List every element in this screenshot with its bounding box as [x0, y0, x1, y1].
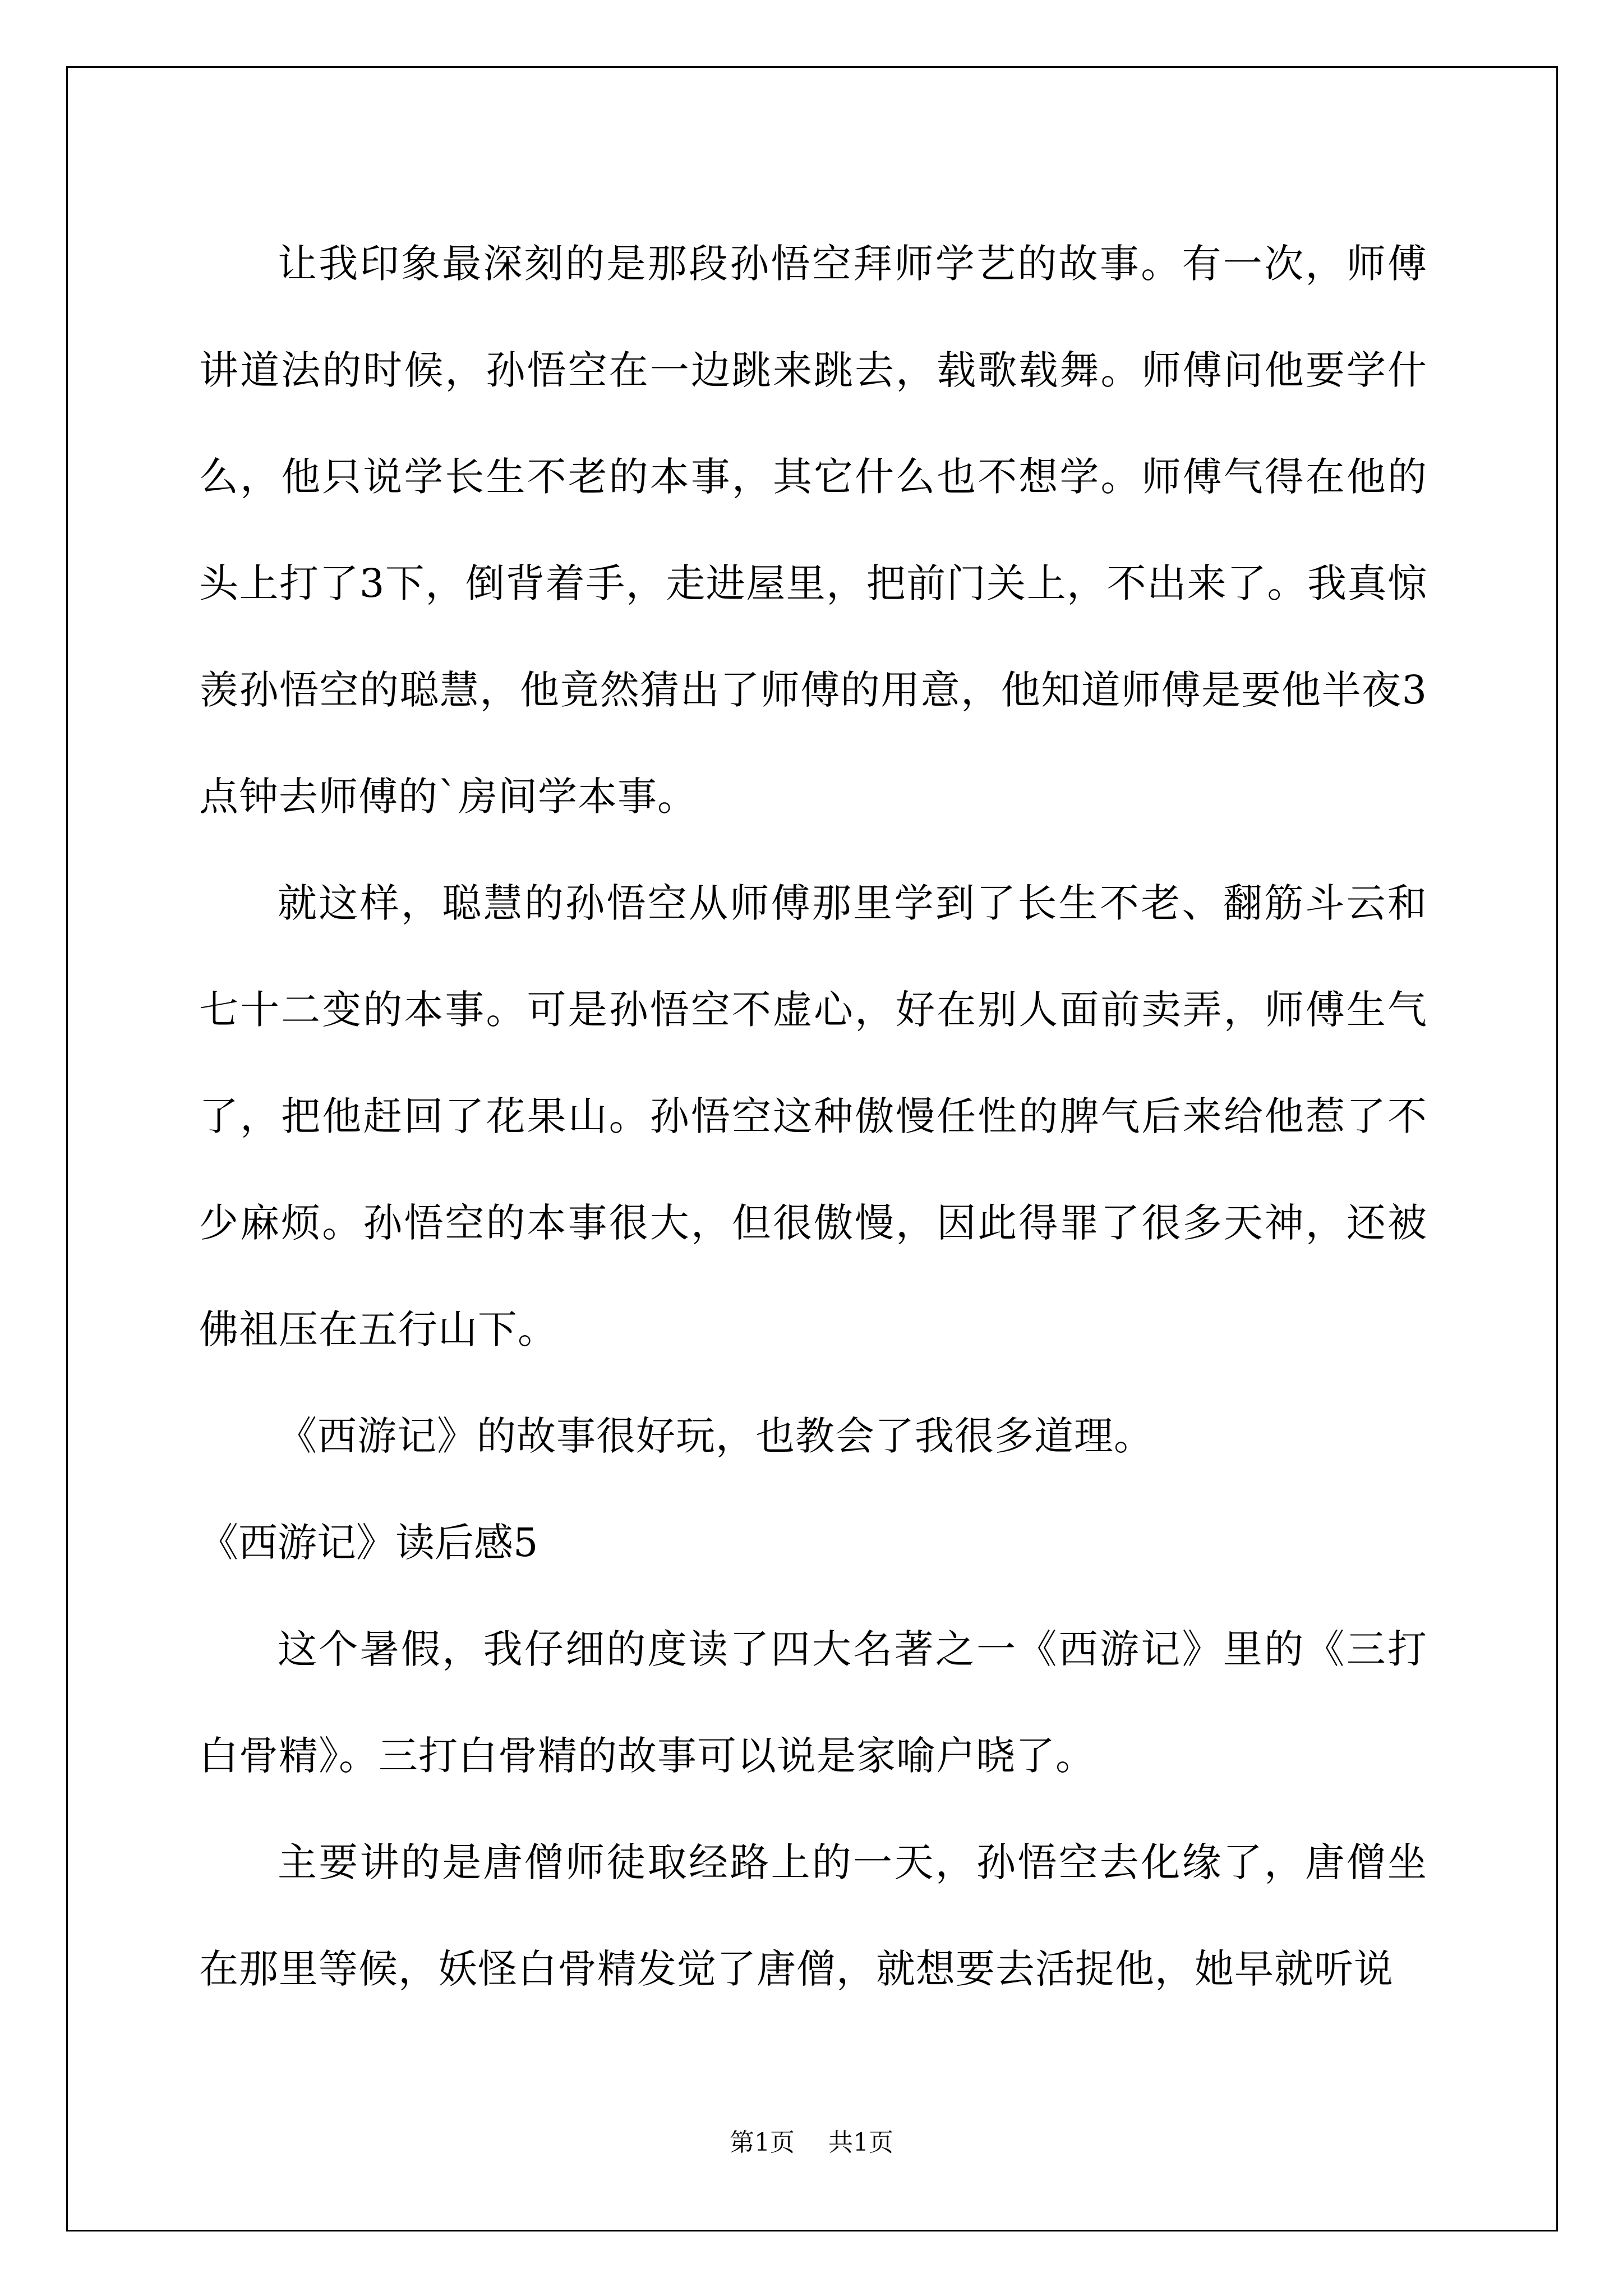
- paragraph-3: 《西游记》的故事很好玩，也教会了我很多道理。: [278, 1413, 1154, 1459]
- page-footer: [0, 2126, 1623, 2160]
- document-body: [199, 210, 1427, 2022]
- page-number: 第1页: [730, 2128, 795, 2157]
- paragraph-4: 这个暑假，我仔细的度读了四大名著之一《西游记》里的《三打白骨精》。三打白骨精的故事可以说是家喻户晓了。: [199, 1626, 1427, 1779]
- paragraph-2: 就这样，聪慧的孙悟空从师傅那里学到了长生不老、翻筋斗云和七十二变的本事。可是孙悟空不虚心，好在别人面前卖弄，师傅生气了，把他赶回了花果山。孙悟空这种傲慢任性的脾气后来给他惹了不少麻烦。孙悟空的本事很大，但很傲慢，因此得罪了很多天神，还被佛祖压在五行山下。: [199, 880, 1427, 1352]
- paragraph-5: 主要讲的是唐僧师徒取经路上的一天，孙悟空去化缘了，唐僧坐在那里等候，妖怪白骨精发觉了唐僧，就想要去活捉他，她早就听说: [199, 1839, 1427, 1992]
- paragraph-1: 让我印象最深刻的是那段孙悟空拜师学艺的故事。有一次，师傅讲道法的时候，孙悟空在一边跳来跳去，载歌载舞。师傅问他要学什么，他只说学长生不老的本事，其它什么也不想学。师傅气得在他的头上打了3下，倒背着手，走进屋里，把前门关上，不出来了。我真惊羡孙悟空的聪慧，他竟然猜出了师傅的用意，他知道师傅是要他半夜3点钟去师傅的`房间学本事。: [199, 241, 1427, 820]
- section-heading: 《西游记》读后感5: [199, 1520, 538, 1566]
- page-total: 共1页: [828, 2128, 893, 2157]
